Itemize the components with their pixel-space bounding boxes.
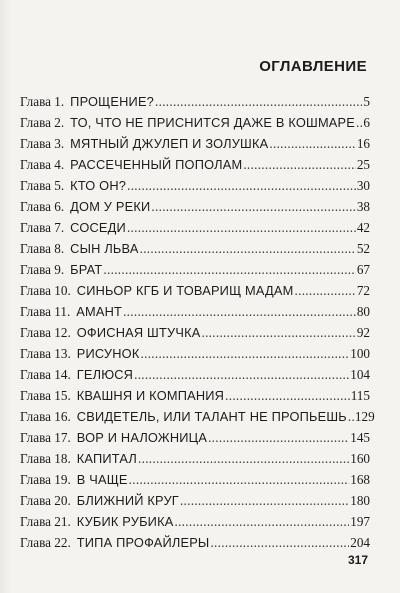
chapter-title: РАССЕЧЕННЫЙ ПОПОЛАМ <box>70 157 243 172</box>
toc-entry-chapter <box>20 511 173 532</box>
toc-entry-chapter <box>20 175 126 196</box>
chapter-title: СИНЬОР КГБ И ТОВАРИЩ МАДАМ <box>76 283 294 298</box>
chapter-title: ВОР И НАЛОЖНИЦА <box>76 430 208 445</box>
toc-entry <box>20 196 370 217</box>
toc-entry <box>20 322 370 343</box>
toc-entry <box>20 385 370 406</box>
toc-entry-chapter <box>20 343 140 364</box>
chapter-number: Глава 16. <box>20 409 71 424</box>
toc-entry <box>20 301 370 322</box>
dot-leader <box>348 406 354 427</box>
toc-entry <box>20 448 370 469</box>
dot-leader <box>103 259 355 280</box>
toc-entry-chapter <box>20 196 150 217</box>
toc-entry-chapter <box>20 301 122 322</box>
chapter-title: ДОМ У РЕКИ <box>70 199 151 214</box>
toc-entry-chapter <box>20 385 224 406</box>
chapter-page-number: 104 <box>350 367 370 382</box>
chapter-number: Глава 4. <box>20 157 65 172</box>
toc-entry-chapter <box>20 406 347 427</box>
chapter-page-number: 100 <box>350 346 370 361</box>
chapter-number: Глава 13. <box>20 346 71 361</box>
dot-leader <box>356 112 362 133</box>
chapter-title: ТО, ЧТО НЕ ПРИСНИТСЯ ДАЖЕ В КОШМАРЕ <box>70 115 356 130</box>
toc-entry-chapter <box>20 532 209 553</box>
chapter-title: СЫН ЛЬВА <box>70 241 139 256</box>
toc-entry-chapter <box>20 448 137 469</box>
dot-leader <box>243 154 356 175</box>
page-number: 317 <box>347 553 368 567</box>
chapter-page-number: 30 <box>356 178 370 193</box>
chapter-number: Глава 15. <box>20 388 71 403</box>
chapter-number: Глава 1. <box>20 94 65 109</box>
dot-leader <box>129 469 350 490</box>
toc-entry-chapter <box>20 259 102 280</box>
chapter-number: Глава 7. <box>20 220 65 235</box>
chapter-number: Глава 11. <box>20 304 71 319</box>
toc-entry <box>20 217 370 238</box>
chapter-number: Глава 8. <box>20 241 65 256</box>
dot-leader <box>174 511 349 532</box>
chapter-title: ТИПА ПРОФАЙЛЕРЫ <box>76 535 210 550</box>
chapter-title: КВАШНЯ И КОМПАНИЯ <box>76 388 225 403</box>
dot-leader <box>180 490 349 511</box>
page-title: ОГЛАВЛЕНИЕ <box>259 58 367 75</box>
chapter-number: Глава 19. <box>20 472 71 487</box>
chapter-title: В ЧАЩЕ <box>76 472 128 487</box>
chapter-title: АМАНТ <box>76 304 123 319</box>
chapter-title: КАПИТАЛ <box>76 451 138 466</box>
dot-leader <box>123 301 356 322</box>
dot-leader <box>127 217 356 238</box>
toc-entry <box>20 154 370 175</box>
chapter-page-number: 168 <box>350 472 370 487</box>
chapter-page-number: 52 <box>356 241 370 256</box>
chapter-number: Глава 5. <box>20 178 65 193</box>
toc-entry <box>20 427 370 448</box>
toc-entry <box>20 469 370 490</box>
dot-leader <box>134 364 349 385</box>
chapter-number: Глава 12. <box>20 325 71 340</box>
chapter-number: Глава 3. <box>20 136 65 151</box>
chapter-number: Глава 20. <box>20 493 71 508</box>
chapter-page-number: 72 <box>356 283 370 298</box>
dot-leader <box>155 91 362 112</box>
toc-entry <box>20 343 370 364</box>
toc-entry-chapter <box>20 154 242 175</box>
dot-leader <box>140 238 356 259</box>
dot-leader <box>269 133 355 154</box>
chapter-number: Глава 2. <box>20 115 65 130</box>
toc-entry <box>20 91 370 112</box>
toc-entry <box>20 133 370 154</box>
chapter-page-number: 6 <box>363 115 370 130</box>
dot-leader <box>141 343 350 364</box>
toc-entry-chapter <box>20 238 139 259</box>
toc-entry-chapter <box>20 427 207 448</box>
chapter-title: СВИДЕТЕЛЬ, ИЛИ ТАЛАНТ НЕ ПРОПЬЕШЬ <box>76 409 347 424</box>
dot-leader <box>138 448 349 469</box>
toc-entry-chapter <box>20 217 126 238</box>
toc-entry <box>20 175 370 196</box>
chapter-title: БРАТ <box>70 262 103 277</box>
chapter-number: Глава 21. <box>20 514 71 529</box>
toc-entry <box>20 406 375 427</box>
chapter-page-number: 145 <box>350 430 370 445</box>
chapter-page-number: 80 <box>356 304 370 319</box>
chapter-number: Глава 22. <box>20 535 71 550</box>
dot-leader <box>208 427 349 448</box>
chapter-page-number: 92 <box>356 325 370 340</box>
chapter-title: КТО ОН? <box>70 178 127 193</box>
toc-entry-chapter <box>20 280 294 301</box>
chapter-page-number: 197 <box>350 514 370 529</box>
dot-leader <box>295 280 356 301</box>
chapter-number: Глава 18. <box>20 451 71 466</box>
chapter-number: Глава 6. <box>20 199 65 214</box>
chapter-page-number: 67 <box>356 262 370 277</box>
chapter-number: Глава 9. <box>20 262 65 277</box>
chapter-page-number: 180 <box>350 493 370 508</box>
chapter-page-number: 204 <box>350 535 370 550</box>
chapter-title: КУБИК РУБИКА <box>76 514 174 529</box>
toc-entry-chapter <box>20 91 154 112</box>
chapter-page-number: 129 <box>354 409 375 424</box>
chapter-page-number: 5 <box>363 94 370 109</box>
chapter-page-number: 16 <box>356 136 370 151</box>
chapter-title: ОФИСНАЯ ШТУЧКА <box>76 325 201 340</box>
chapter-page-number: 115 <box>350 388 370 403</box>
toc-entry-chapter <box>20 322 200 343</box>
toc-entry <box>20 364 370 385</box>
toc-entry-chapter <box>20 469 128 490</box>
toc-entry <box>20 259 370 280</box>
chapter-number: Глава 14. <box>20 367 71 382</box>
dot-leader <box>127 175 356 196</box>
chapter-page-number: 42 <box>356 220 370 235</box>
chapter-title: СОСЕДИ <box>70 220 126 235</box>
toc-entry <box>20 280 370 301</box>
chapter-title: ГЕЛЮСЯ <box>76 367 134 382</box>
chapter-page-number: 38 <box>356 199 370 214</box>
chapter-page-number: 160 <box>350 451 370 466</box>
table-of-contents <box>20 91 375 553</box>
chapter-page-number: 25 <box>356 157 370 172</box>
chapter-title: БЛИЖНИЙ КРУГ <box>76 493 179 508</box>
toc-entry <box>20 511 370 532</box>
dot-leader <box>151 196 355 217</box>
toc-entry <box>20 112 370 133</box>
chapter-title: ПРОЩЕНИЕ? <box>70 94 155 109</box>
dot-leader <box>210 532 349 553</box>
toc-entry <box>20 532 370 553</box>
toc-entry-chapter <box>20 112 355 133</box>
toc-entry-chapter <box>20 490 179 511</box>
chapter-number: Глава 17. <box>20 430 71 445</box>
toc-entry-chapter <box>20 364 133 385</box>
toc-entry <box>20 238 370 259</box>
chapter-title: РИСУНОК <box>76 346 140 361</box>
dot-leader <box>225 385 350 406</box>
toc-entry <box>20 490 370 511</box>
dot-leader <box>201 322 355 343</box>
chapter-number: Глава 10. <box>20 283 71 298</box>
chapter-title: МЯТНЫЙ ДЖУЛЕП И ЗОЛУШКА <box>70 136 269 151</box>
toc-entry-chapter <box>20 133 268 154</box>
